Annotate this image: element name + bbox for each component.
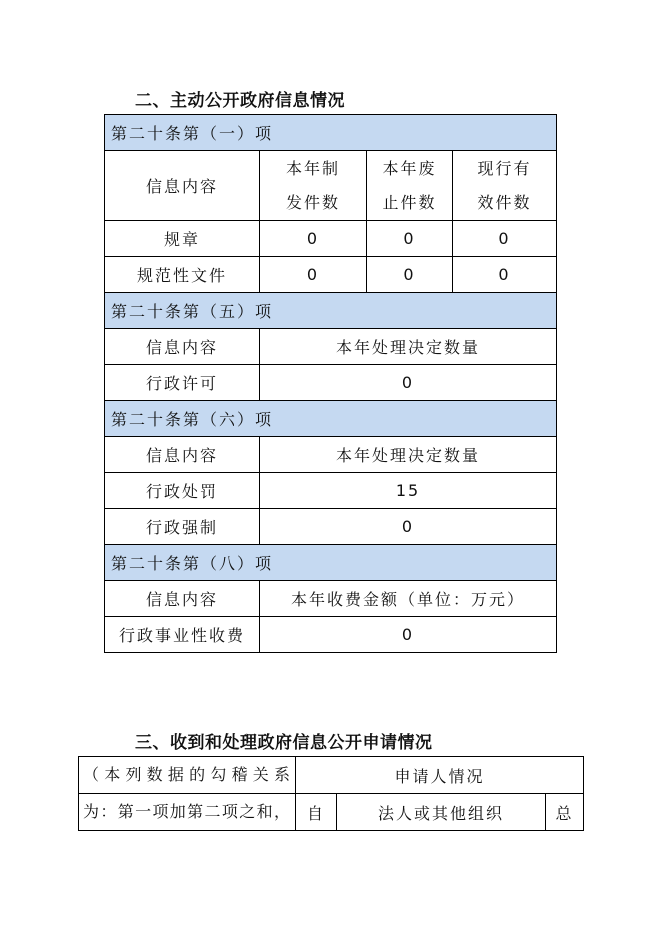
article-8-column-headers xyxy=(105,581,557,617)
row-name: 行政处罚 xyxy=(105,473,260,509)
col-info-content: 信息内容 xyxy=(105,581,260,617)
article-8-header-row xyxy=(105,545,557,581)
section3-title: 三、收到和处理政府信息公开申请情况 xyxy=(135,733,433,753)
row-valid: 0 xyxy=(453,221,557,257)
reconciliation-note-line1: （本列数据的勾稽关系 xyxy=(79,757,296,794)
row-issued: 0 xyxy=(260,257,367,293)
col-currently-valid xyxy=(453,151,557,221)
application-subheader-row xyxy=(79,794,584,831)
article-8-header: 第二十条第（八）项 xyxy=(105,545,557,581)
col-issued-line2: 发件数 xyxy=(285,192,340,212)
col-natural-person: 自 xyxy=(296,794,337,831)
col-issued-this-year xyxy=(260,151,367,221)
application-table xyxy=(78,756,584,831)
col-decision-count: 本年处理决定数量 xyxy=(260,437,557,473)
row-value: 0 xyxy=(260,365,557,401)
article-5-column-headers xyxy=(105,329,557,365)
article-6-header: 第二十条第（六）项 xyxy=(105,401,557,437)
section2-title: 二、主动公开政府信息情况 xyxy=(135,91,345,111)
col-abolished-line2: 止件数 xyxy=(382,192,437,212)
applicant-header: 申请人情况 xyxy=(296,757,584,794)
col-decision-count: 本年处理决定数量 xyxy=(260,329,557,365)
row-name: 行政许可 xyxy=(105,365,260,401)
article-1-header: 第二十条第（一）项 xyxy=(105,115,557,151)
row-valid: 0 xyxy=(453,257,557,293)
reconciliation-note-line2: 为：第一项加第二项之和， xyxy=(79,794,296,831)
table-row xyxy=(105,509,557,545)
table-row xyxy=(105,221,557,257)
col-valid-line2: 效件数 xyxy=(477,192,532,212)
article-1-header-row xyxy=(105,115,557,151)
row-value: 15 xyxy=(260,473,557,509)
col-total: 总 xyxy=(546,794,584,831)
row-issued: 0 xyxy=(260,221,367,257)
col-info-content: 信息内容 xyxy=(105,437,260,473)
row-name: 行政事业性收费 xyxy=(105,617,260,653)
article-5-header: 第二十条第（五）项 xyxy=(105,293,557,329)
table-row xyxy=(105,257,557,293)
col-issued-line1: 本年制 xyxy=(285,158,340,178)
row-value: 0 xyxy=(260,617,557,653)
col-fee-amount: 本年收费金额（单位：万元） xyxy=(260,581,557,617)
proactive-disclosure-table xyxy=(104,114,557,653)
row-name: 规章 xyxy=(105,221,260,257)
table-row xyxy=(105,617,557,653)
article-1-column-headers xyxy=(105,151,557,221)
col-abolished-this-year xyxy=(367,151,453,221)
article-6-column-headers xyxy=(105,437,557,473)
col-legal-entity: 法人或其他组织 xyxy=(337,794,546,831)
table-row xyxy=(105,365,557,401)
table-row xyxy=(105,473,557,509)
row-abolished: 0 xyxy=(367,221,453,257)
col-info-content: 信息内容 xyxy=(105,329,260,365)
col-info-content: 信息内容 xyxy=(105,151,260,221)
article-6-header-row xyxy=(105,401,557,437)
row-name: 行政强制 xyxy=(105,509,260,545)
col-abolished-line1: 本年废 xyxy=(382,158,437,178)
col-valid-line1: 现行有 xyxy=(477,158,532,178)
row-name: 规范性文件 xyxy=(105,257,260,293)
application-header-row xyxy=(79,757,584,794)
row-value: 0 xyxy=(260,509,557,545)
row-abolished: 0 xyxy=(367,257,453,293)
article-5-header-row xyxy=(105,293,557,329)
